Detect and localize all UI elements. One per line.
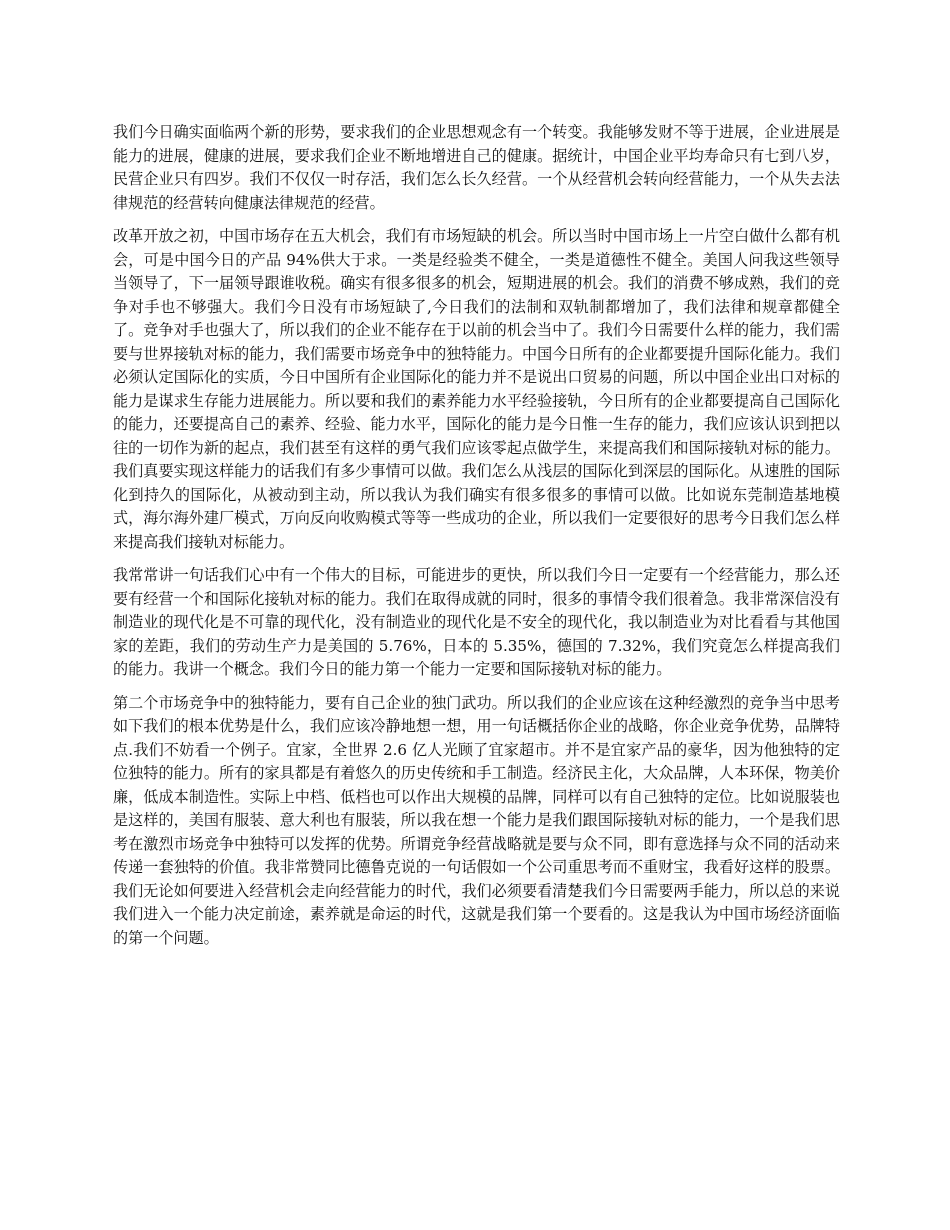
paragraph-1: 我们今日确实面临两个新的形势，要求我们的企业思想观念有一个转变。我能够发财不等于进展，企业进展是能力的进展，健康的进展，要求我们企业不断地增进自己的健康。据统计，中国企业平均寿命只有七到八岁，民营企业只有四岁。我们不仅仅一时存活，我们怎么长久经营。一个从经营机会转向经营能力，一个从失去法律规范的经营转向健康法律规范的经营。 (113, 123, 840, 212)
document-body (113, 121, 840, 960)
paragraph-3: 我常常讲一句话我们心中有一个伟大的目标，可能进步的更快，所以我们今日一定要有一个经营能力，那么还要有经营一个和国际化接轨对标的能力。我们在取得成就的同时，很多的事情令我们很着急。我非常深信没有制造业的现代化是不可靠的现代化，没有制造业的现代化是不安全的现代化，我以制造业为对比看看与其他国家的差距，我们的劳动生产力是美国的 5.76%，日本的 5.35%，德国的 7.32%，我们究竟怎么样提高我们的能力。我讲一个概念。我们今日的能力第一个能力一定要和国际接轨对标的能力。 (113, 566, 840, 678)
paragraph-2: 改革开放之初，中国市场存在五大机会，我们有市场短缺的机会。所以当时中国市场上一片空白做什么都有机会，可是中国今日的产品 94%供大于求。一类是经验类不健全，一类是道德性不健全。美国人问我这些领导当领导了，下一届领导跟谁收税。确实有很多很多的机会，短期进展的机会。我们的消费不够成熟，我们的竞争对手也不够强大。我们今日没有市场短缺了,今日我们的法制和双轨制都增加了，我们法律和规章都健全了。竞争对手也强大了，所以我们的企业不能存在于以前的机会当中了。我们今日需要什么样的能力，我们需要与世界接轨对标的能力，我们需要市场竞争中的独特能力。中国今日所有的企业都要提升国际化能力。我们必须认定国际化的实质，今日中国所有企业国际化的能力并不是说出口贸易的问题，所以中国企业出口对标的能力是谋求生存能力进展能力。所以要和我们的素养能力水平经验接轨，今日所有的企业都要提高自己国际化的能力，还要提高自己的素养、经验、能力水平，国际化的能力是今日惟一生存的能力，我们应该认识到把以往的一切作为新的起点，我们甚至有这样的勇气我们应该零起点做学生，来提高我们和国际接轨对标的能力。我们真要实现这样能力的话我们有多少事情可以做。我们怎么从浅层的国际化到深层的国际化。从速胜的国际化到持久的国际化，从被动到主动，所以我认为我们确实有很多很多的事情可以做。比如说东莞制造基地模式，海尔海外建厂模式，万向反向收购模式等等一些成功的企业，所以我们一定要很好的思考今日我们怎么样来提高我们接轨对标能力。 (113, 227, 840, 551)
paragraph-4: 第二个市场竞争中的独特能力，要有自己企业的独门武功。所以我们的企业应该在这种经激烈的竞争当中思考如下我们的根本优势是什么，我们应该冷静地想一想，用一句话概括你企业的战略，你企业竞争优势，品牌特点.我们不妨看一个例子。宜家，全世界 2.6 亿人光顾了宜家超市。并不是宜家产品的豪华，因为他独特的定位独特的能力。所有的家具都是有着悠久的历史传统和手工制造。经济民主化，大众品牌，人本环保，物美价廉，低成本制造性。实际上中档、低档也可以作出大规模的品牌，同样可以有自己独特的定位。比如说服装也是这样的，美国有服装、意大利也有服装，所以我在想一个能力是我们跟国际接轨对标的能力，一个是我们思考在激烈市场竞争中独特可以发挥的优势。所谓竞争经营战略就是要与众不同，即有意选择与众不同的活动来传递一套独特的价值。我非常赞同比德鲁克说的一句话假如一个公司重思考而不重财宝，我看好这样的股票。我们无论如何要进入经营机会走向经营能力的时代，我们必须要看清楚我们今日需要两手能力，所以总的来说我们进入一个能力决定前途，素养就是命运的时代，这就是我们第一个要看的。这是我认为中国市场经济面临的第一个问题。 (113, 693, 840, 947)
